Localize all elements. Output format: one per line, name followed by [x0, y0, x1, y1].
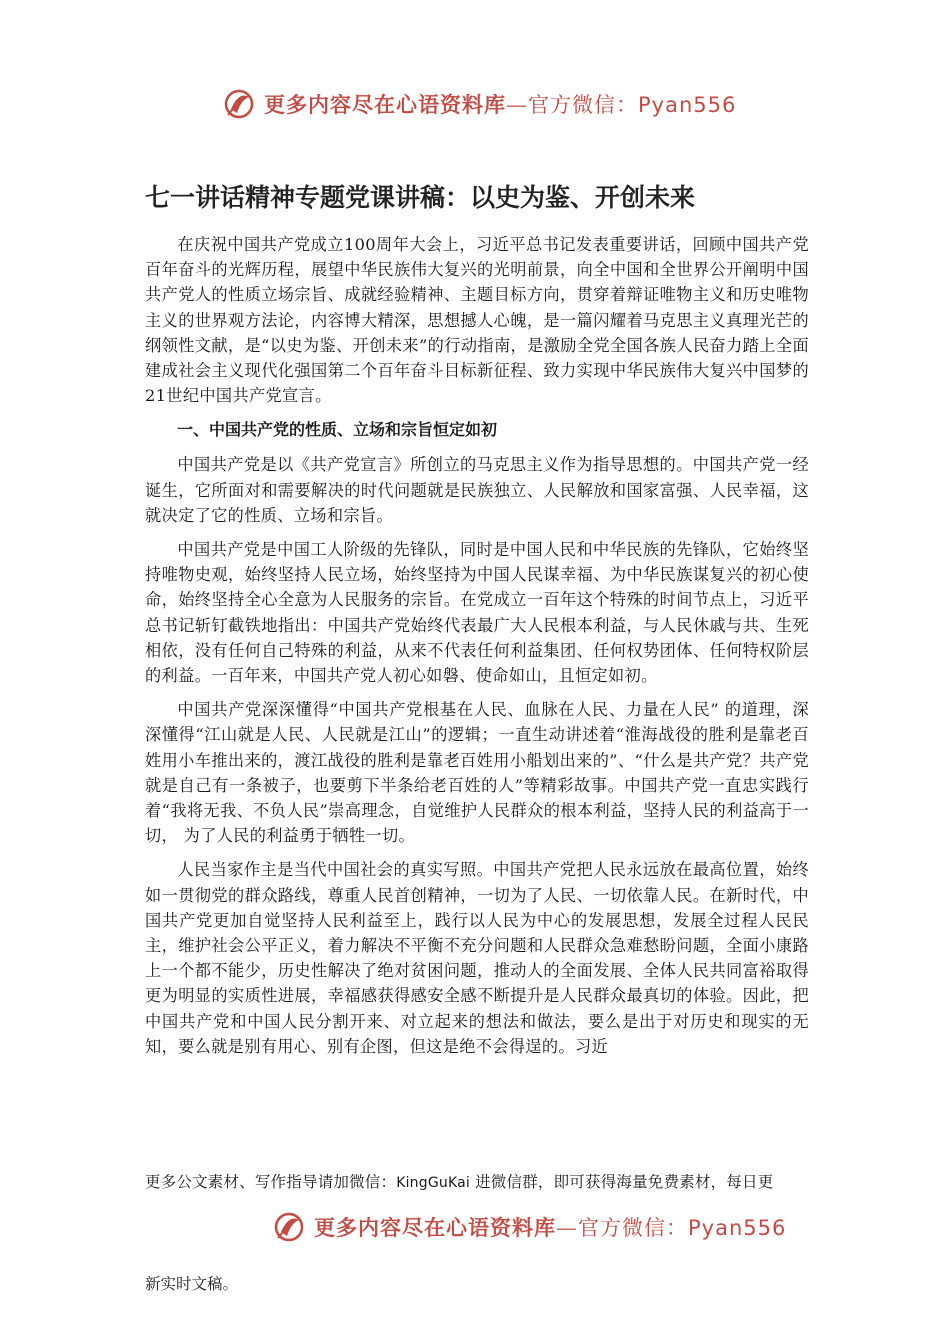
paragraph-3: 中国共产党是中国工人阶级的先锋队，同时是中国人民和中华民族的先锋队，它始终坚持唯物史观，始终坚持人民立场，始终坚持为中国人民谋幸福、为中华民族谋复兴的初心使命，始终坚持全心全意为人民服务的宗旨。在党成立一百年这个特殊的时间节点上，习近平总书记斩钉截铁地指出：中国共产党始终代表最广大人民根本利益，与人民休戚与共、生死相依，没有任何自己特殊的利益，从来不代表任何利益集团、任何权势团体、任何特权阶层的利益。一百年来，中国共产党人初心如磐、使命如山，且恒定如初。: [145, 540, 809, 686]
page-title: 七一讲话精神专题党课讲稿：以史为鉴、开创未来: [145, 183, 696, 212]
banner-text: [264, 89, 736, 119]
paragraph-5: 人民当家作主是当代中国社会的真实写照。中国共产党把人民永远放在最高位置，始终如一贯彻党的群众路线，尊重人民首创精神，一切为了人民、一切依靠人民。在新时代，中国共产党更加自觉坚持人民利益至上，践行以人民为中心的发展思想，发展全过程人民民主，维护社会公平正义，着力解决不平衡不充分问题和人民群众急难愁盼问题，全面小康路上一个都不能少，历史性解决了绝对贫困问题，推动人的全面发展、全体人民共同富裕取得更为明显的实质性进展，幸福感获得感安全感不断提升是人民群众最真切的体验。因此，把中国共产党和中国人民分割开来、对立起来的想法和做法，要么是出于对历史和现实的无知，要么就是别有用心、别有企图，但这是绝不会得逞的。习近: [145, 860, 809, 1056]
paragraph-2: 中国共产党是以《共产党宣言》所创立的马克思主义作为指导思想的。中国共产党一经诞生，它所面对和需要解决的时代问题就是民族独立、人民解放和国家富强、人民幸福，这就决定了它的性质、立场和宗旨。: [145, 455, 809, 525]
footer-wechat-id: KingGuKai: [396, 1175, 470, 1191]
banner-main: 更多内容尽在心语资料库: [314, 1216, 556, 1240]
paragraph-1: 在庆祝中国共产党成立100周年大会上，习近平总书记发表重要讲话，回顾中国共产党百年奋斗的光辉历程，展望中华民族伟大复兴的光明前景，向全中国和全世界公开阐明中国共产党人的性质立场宗旨、成就经验精神、主题目标方向，贯穿着辩证唯物主义和历史唯物主义的世界观方法论，内容博大精深，思想撼人心魄，是一篇闪耀着马克思主义真理光芒的纲领性文献，是“以史为鉴、开创未来”的行动指南，是激励全党全国各族人民奋力踏上全面建成社会主义现代化强国第二个百年奋斗目标新征程、致力实现中华民族伟大复兴中国梦的21世纪中国共产党宣言。: [145, 235, 809, 406]
header-banner: [222, 84, 736, 124]
document-body: [145, 232, 809, 1068]
paragraph-4: 中国共产党深深懂得“中国共产党根基在人民、血脉在人民、力量在人民” 的道理，深深懂得“江山就是人民、人民就是江山”的逻辑；一直生动讲述着“淮海战役的胜利是靠老百姓用小车推出来的，渡江战役的胜利是靠老百姓用小船划出来的”、“什么是共产党？共产党就是自己有一条被子，也要剪下半条给老百姓的人”等精彩故事。中国共产党一直忠实践行着“我将无我、不负人民”崇高理念，自觉维护人民群众的根本利益，坚持人民的利益高于一切， 为了人民的利益勇于牺牲一切。: [145, 700, 809, 846]
banner-main: 更多内容尽在心语资料库: [264, 93, 506, 117]
footer-suffix: 进微信群，即可获得海量免费素材，每日更: [469, 1173, 774, 1191]
footer-banner: [272, 1207, 786, 1247]
logo-icon: [272, 1210, 306, 1244]
footer-prefix: 更多公文素材、写作指导请加微信：: [145, 1173, 397, 1191]
banner-sep: —: [506, 93, 528, 117]
banner-sep: —: [556, 1216, 578, 1240]
section-heading-1: 一、中国共产党的性质、立场和宗旨恒定如初: [177, 420, 498, 440]
banner-wechat: 官方微信：Pyan556: [578, 1216, 787, 1240]
footer-note: [145, 1170, 815, 1195]
banner-wechat: 官方微信：Pyan556: [528, 93, 737, 117]
logo-icon: [222, 87, 256, 121]
footer-tail: 新实时文稿。: [145, 1275, 239, 1293]
banner-text: [314, 1212, 786, 1242]
